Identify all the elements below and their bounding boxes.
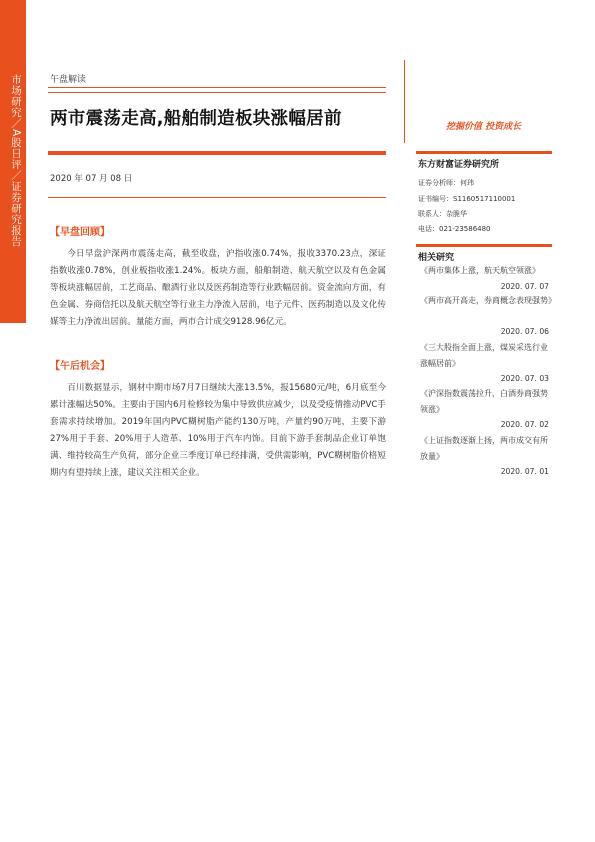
report-date: 2020 年 07 月 08 日 (50, 174, 133, 184)
org-box-bar (416, 151, 552, 154)
header-rule-second (48, 92, 386, 93)
cert-number: 证书编号：S1160517110001 (418, 195, 516, 203)
section-heading-morning-review: 【早盘回顾】 (50, 227, 110, 238)
related-research-title: 相关研究 (418, 253, 455, 263)
related-item-date: 2020. 07. 01 (500, 467, 549, 476)
page-title: 两市震荡走高,船舶制造板块涨幅居前 (50, 109, 342, 129)
related-item-title[interactable]: 《沪深指数震荡拉升，白酒券商强势领涨》 (420, 389, 548, 414)
related-item-date: 2020. 07. 07 (500, 282, 549, 291)
related-item-title[interactable]: 《两市高开高走，券商概念表现强势》 (420, 296, 556, 305)
contact-person: 联系人：杂脆华 (418, 210, 467, 218)
phone-number: 电话：021-23586480 (418, 225, 491, 233)
analyst-name: 证券分析师：何玮 (418, 179, 474, 187)
related-box-bar (416, 244, 552, 247)
related-item-date: 2020. 07. 06 (500, 327, 549, 336)
related-item-title[interactable]: 《两市集体上涨，航天航空领涨》 (420, 266, 540, 275)
related-item-title[interactable]: 《三大股指全面上涨，煤炭采选行业涨幅居前》 (420, 343, 548, 368)
title-underline-bar (48, 151, 386, 155)
section-heading-afternoon-opportunity: 【午后机会】 (50, 361, 110, 372)
date-divider (48, 197, 386, 198)
related-item-date: 2020. 07. 03 (500, 374, 549, 383)
morning-review-paragraph: 今日早盘沪深两市震荡走高，截至收盘，沪指收涨0.74%，报收3370.23点，深证指数收涨0.78%，创业板指收涨1.24%。板块方面，船舶制造、航天航空以及有色金属等板块涨幅居前，工艺商品、酿酒行业以及医药制造等行业跌幅居前。资金流向方面，有色金属、券商信托以及航天航空等行业主力净流入居前，电子元件、医药制造以及文化传媒等主力净流出居前。量能方面，两市合计成交9128.96亿元。 (50, 249, 386, 327)
slogan: 挖掘价值 投资成长 (446, 122, 522, 132)
afternoon-opportunity-paragraph: 百川数据显示，钢材中期市场7月7日继续大涨13.5%，报15680元/吨，6月底至今累计涨幅达50%。主要由于国内6月检修较为集中导致供应减少，以及受疫情推动PVC手套需求持续增加。2019年国内PVC糊树脂产能约130万吨，产量约90万吨，主要下游27%用于手套、20%用于人造革、10%用于汽车内饰。目前下游手套制品企业订单饱满、维持较高生产负荷，部分企业三季度订单已经排满，受供需影响，PVC糊树脂价格短期内有望持续上涨，建议关注相关企业。 (50, 383, 386, 478)
left-sidebar (0, 0, 26, 842)
section-label: 午盘解读 (50, 75, 87, 85)
related-item-date: 2020. 07. 02 (500, 420, 549, 429)
sidebar-divider-line (404, 60, 405, 143)
org-name: 东方财富证券研究所 (418, 160, 500, 170)
sidebar-category-text: 市场研究／A股日评／证券研究报告 (10, 74, 22, 247)
header-rule-top (48, 87, 386, 88)
related-item-title[interactable]: 《上证指数逐渐上扬，两市成交有所放量》 (420, 436, 548, 461)
